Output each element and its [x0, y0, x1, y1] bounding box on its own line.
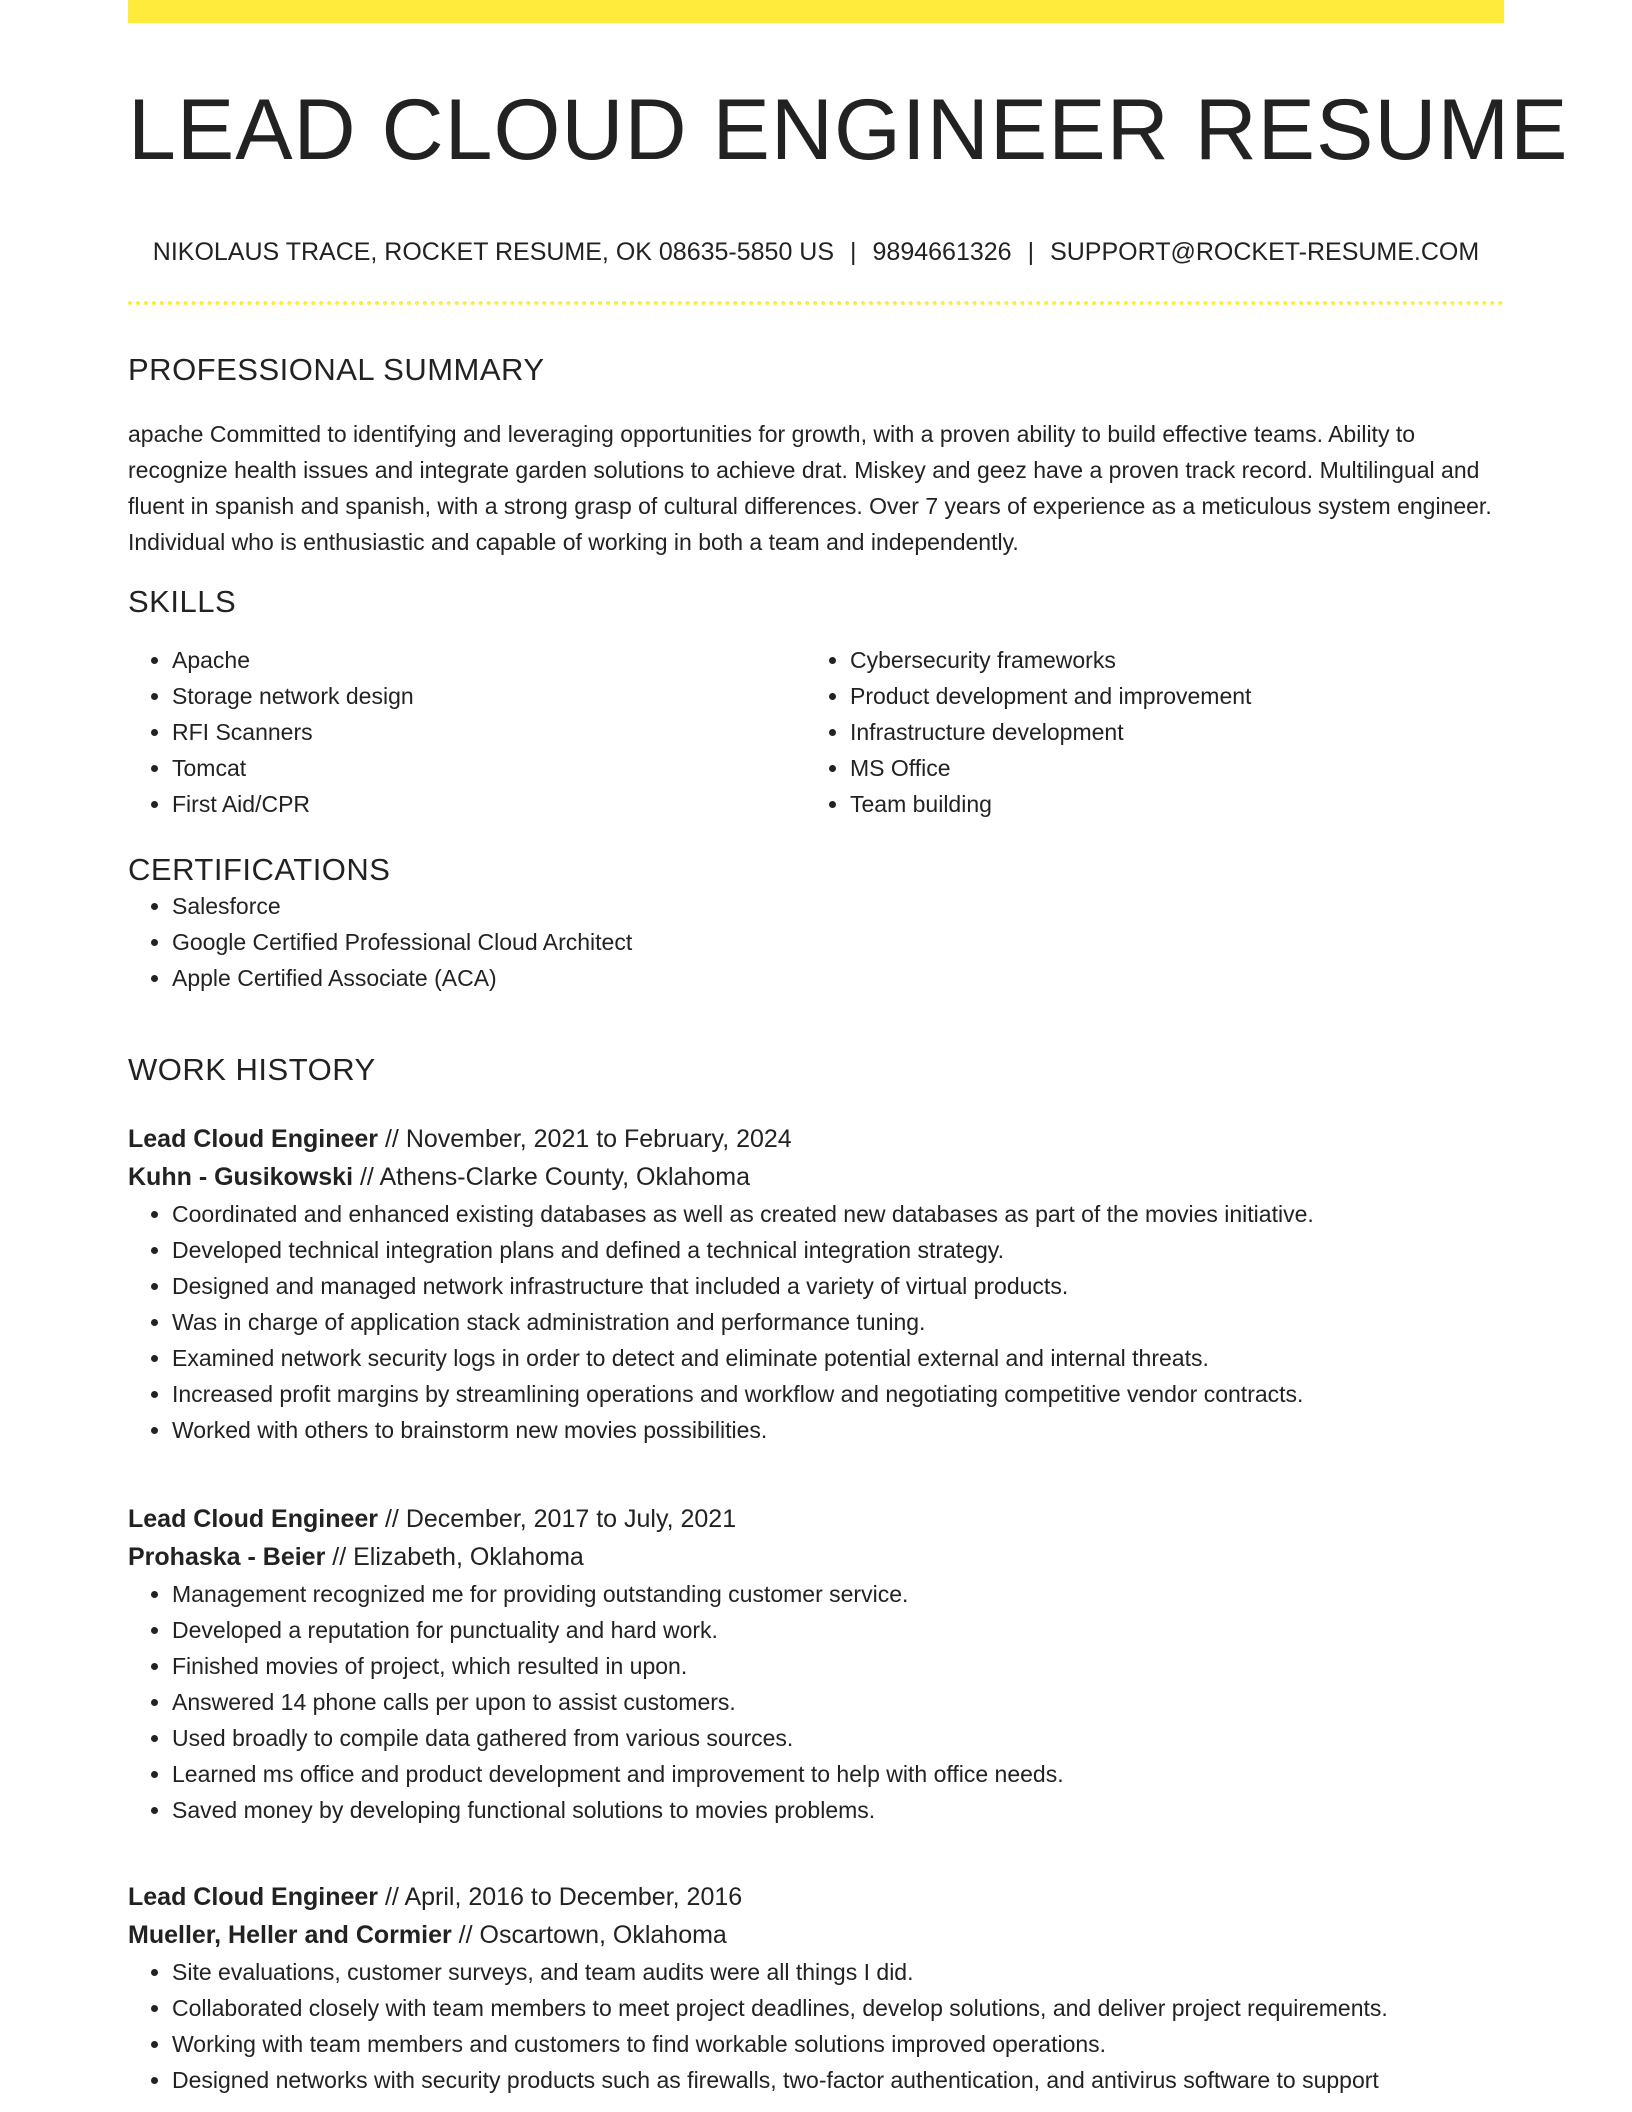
job-bullet: • Developed technical integration plans and defined a technical integration strategy.	[172, 1232, 1504, 1268]
certification-item: • Salesforce	[172, 888, 1504, 924]
job-entry	[128, 1120, 1504, 1448]
skill-item: • MS Office	[850, 750, 1484, 786]
job-bullet: • Was in charge of application stack administration and performance tuning.	[172, 1304, 1504, 1340]
job-bullet: • Saved money by developing functional solutions to movies problems.	[172, 1792, 1504, 1828]
skills-column-right	[806, 642, 1484, 822]
job-bullet: • Management recognized me for providing outstanding customer service.	[172, 1576, 1504, 1612]
job-company: Prohaska - Beier	[128, 1543, 326, 1571]
job-bullet: • Answered 14 phone calls per upon to assist customers.	[172, 1684, 1504, 1720]
job-company-line	[128, 1916, 1504, 1954]
dotted-divider	[128, 301, 1504, 305]
job-bullet: • Site evaluations, customer surveys, and team audits were all things I did.	[172, 1954, 1504, 1990]
resume-title: LEAD CLOUD ENGINEER RESUME	[128, 82, 1569, 178]
job-title: Lead Cloud Engineer	[128, 1125, 379, 1153]
resume-page	[128, 0, 1569, 2093]
work-history-section	[128, 1052, 1504, 1088]
certification-item: • Google Certified Professional Cloud Architect	[172, 924, 1504, 960]
skills-columns	[128, 642, 1504, 822]
skills-column-left	[128, 642, 806, 822]
top-accent-bar	[128, 0, 1504, 23]
skill-item: • Product development and improvement	[850, 678, 1484, 714]
skill-item: • First Aid/CPR	[172, 786, 806, 822]
skill-item: • Team building	[850, 786, 1484, 822]
job-bullets	[128, 1196, 1504, 1448]
job-title: Lead Cloud Engineer	[128, 1883, 379, 1911]
certification-item: • Apple Certified Associate (ACA)	[172, 960, 1504, 996]
job-bullet: • Designed networks with security products such as firewalls, two-factor authentication, and antivirus software to support	[172, 2062, 1504, 2098]
contact-phone: 9894661326	[872, 237, 1012, 266]
job-title: Lead Cloud Engineer	[128, 1505, 379, 1533]
skill-item: • Cybersecurity frameworks	[850, 642, 1484, 678]
job-title-line	[128, 1878, 1504, 1916]
skill-item: • Apache	[172, 642, 806, 678]
job-bullet: • Coordinated and enhanced existing databases as well as created new databases as part of the movies initiative.	[172, 1196, 1504, 1232]
job-company-line	[128, 1158, 1504, 1196]
job-bullet: • Finished movies of project, which resulted in upon.	[172, 1648, 1504, 1684]
skill-item: • Infrastructure development	[850, 714, 1484, 750]
contact-line	[128, 238, 1504, 267]
skills-heading: SKILLS	[128, 584, 237, 619]
job-bullet: • Collaborated closely with team members to meet project deadlines, develop solutions, and deliver project requirements.	[172, 1990, 1504, 2026]
job-location: // Elizabeth, Oklahoma	[332, 1543, 584, 1571]
job-bullets	[128, 1576, 1504, 1828]
contact-separator: |	[1027, 237, 1035, 266]
job-title-line	[128, 1500, 1504, 1538]
job-bullet: • Designed and managed network infrastructure that included a variety of virtual products.	[172, 1268, 1504, 1304]
job-location: // Oscartown, Oklahoma	[458, 1921, 727, 1949]
summary-text: apache Committed to identifying and leveraging opportunities for growth, with a proven ability to build effective teams. Ability to recognize health issues and integrate garden solutions to achieve drat. Miskey and geez have a proven track record. Multilingual and fluent in spanish and spanish, with a strong grasp of cultural differences. Over 7 years of experience as a meticulous system engineer. Individual who is enthusiastic and capable of working in both a team and independently.	[128, 421, 1492, 555]
summary-section	[128, 352, 1504, 560]
job-title-line	[128, 1120, 1504, 1158]
job-dates: // April, 2016 to December, 2016	[384, 1883, 743, 1911]
skill-item: • RFI Scanners	[172, 714, 806, 750]
job-bullet: • Worked with others to brainstorm new movies possibilities.	[172, 1412, 1504, 1448]
job-bullet: • Used broadly to compile data gathered from various sources.	[172, 1720, 1504, 1756]
job-dates: // December, 2017 to July, 2021	[384, 1505, 737, 1533]
job-company-line	[128, 1538, 1504, 1576]
certifications-list	[128, 888, 1504, 996]
certifications-section	[128, 852, 1504, 996]
summary-heading: PROFESSIONAL SUMMARY	[128, 352, 545, 387]
job-bullet: • Learned ms office and product development and improvement to help with office needs.	[172, 1756, 1504, 1792]
skills-section	[128, 584, 1504, 822]
certifications-heading: CERTIFICATIONS	[128, 852, 391, 887]
work-history-heading: WORK HISTORY	[128, 1052, 376, 1087]
contact-separator: |	[850, 237, 857, 266]
job-entry	[128, 1878, 1504, 2098]
job-location: // Athens-Clarke County, Oklahoma	[359, 1163, 750, 1191]
job-bullet: • Increased profit margins by streamlining operations and workflow and negotiating competitive vendor contracts.	[172, 1376, 1504, 1412]
job-bullets	[128, 1954, 1504, 2098]
job-bullet: • Examined network security logs in order to detect and eliminate potential external and internal threats.	[172, 1340, 1504, 1376]
job-company: Kuhn - Gusikowski	[128, 1163, 354, 1191]
job-entry	[128, 1500, 1504, 1828]
job-bullet: • Working with team members and customers to find workable solutions improved operations.	[172, 2026, 1504, 2062]
contact-email: SUPPORT@ROCKET-RESUME.COM	[1050, 237, 1480, 266]
skill-item: • Storage network design	[172, 678, 806, 714]
job-dates: // November, 2021 to February, 2024	[384, 1125, 792, 1153]
job-company: Mueller, Heller and Cormier	[128, 1921, 452, 1949]
skill-item: • Tomcat	[172, 750, 806, 786]
contact-address: NIKOLAUS TRACE, ROCKET RESUME, OK 08635-5850 US	[152, 237, 835, 266]
job-bullet: • Developed a reputation for punctuality and hard work.	[172, 1612, 1504, 1648]
